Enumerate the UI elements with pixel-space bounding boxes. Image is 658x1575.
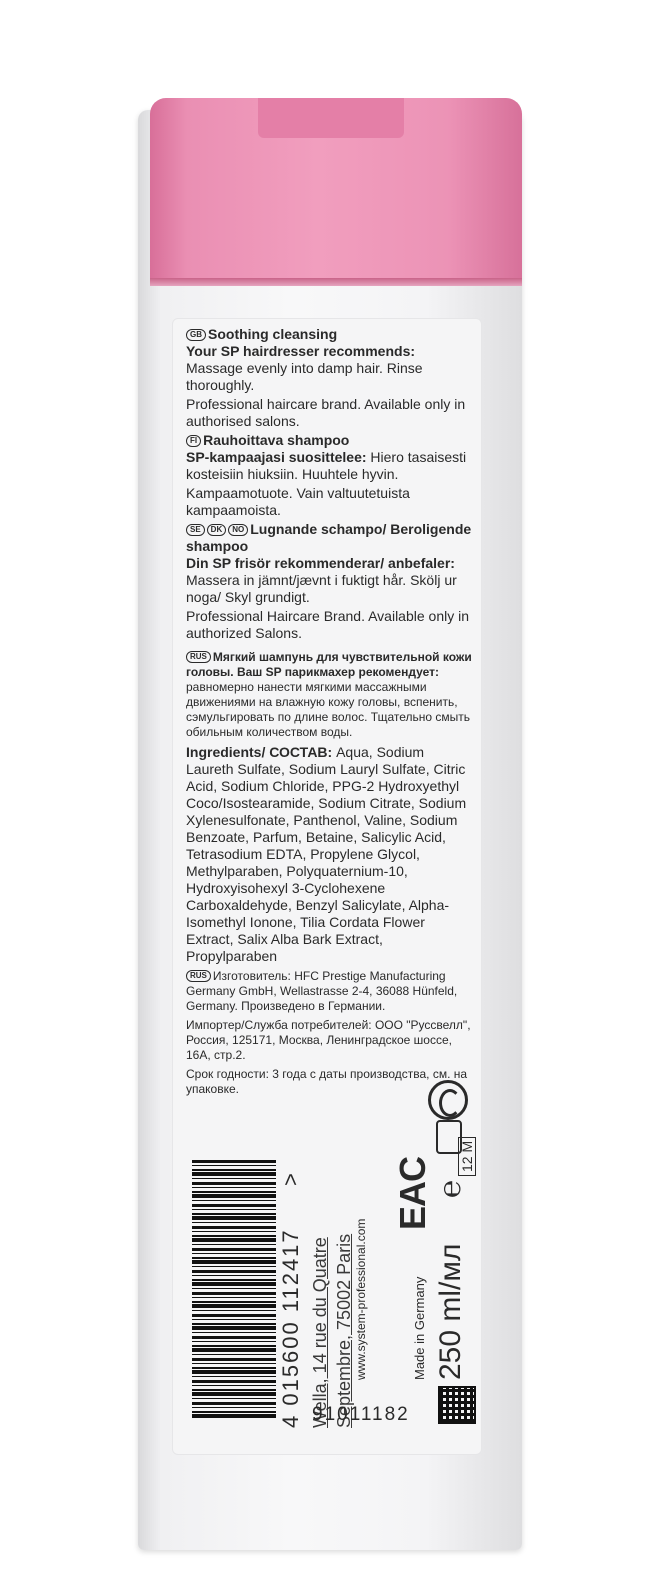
ru-body: равномерно нанести мягкими массажными движениями на влажную кожу головы, вспенить, сэмульгировать по длине волос. Тщательно смыть обильным количеством воды. — [186, 680, 471, 739]
fi-recommends: SP-kampaajasi suosittelee: — [186, 449, 367, 465]
label-text — [186, 326, 472, 1099]
section-ingredients — [186, 744, 472, 965]
cap-notch — [258, 98, 404, 138]
lang-code-dk: DK — [207, 524, 227, 536]
lang-code-fi: FI — [186, 435, 201, 447]
section-ru — [186, 650, 472, 740]
wella-address-line2: Septembre, 75002 Paris — [334, 1233, 354, 1428]
barcode-arrow: > — [278, 1173, 303, 1186]
eac-mark: EAC — [392, 1156, 433, 1230]
nordic-brand: Professional Haircare Brand. Available only in authorized Salons. — [186, 608, 470, 641]
lang-code-se: SE — [186, 524, 205, 536]
en-recommends: Your SP hairdresser recommends: — [186, 343, 416, 359]
shelf-life-text: Срок годности: 3 года с даты производства, см. на упаковке. — [186, 1067, 468, 1096]
lang-code-gb: GB — [186, 329, 206, 341]
lang-code-rus-2: RUS — [186, 970, 211, 982]
ru-title: Мягкий шампунь для чувствительной кожи головы. Ваш SP парикмахер рекомендует: — [186, 650, 472, 679]
section-fi — [186, 432, 472, 519]
fi-body: Hiero tasaisesti kosteisiin hiuksiin. Huuhtele hyvin. — [186, 449, 467, 482]
pao-label: 12 M — [458, 1137, 476, 1176]
barcode — [192, 1160, 276, 1418]
website: www.system-professional.com — [354, 1218, 368, 1380]
barcode-digits: 4 015600 112417 — [278, 1228, 303, 1428]
manufacturer-text: Изготовитель: HFC Prestige Manufacturing Germany GmbH, Wellastrasse 2-4, 36088 Hünfeld, Germany. Произведено в Германии. — [186, 969, 458, 1013]
fi-brand: Kampaamotuote. Vain valtuutetuista kampaamoista. — [186, 485, 410, 518]
volume: 250 ml/мл — [434, 1243, 467, 1380]
section-manufacturer — [186, 969, 472, 1097]
importer-text: Импортер/Служба потребителей: ООО "Руссвелл", Россия, 125171, Москва, Ленинградское шоссе, 16А, стр.2. — [186, 1018, 471, 1062]
e-mark: ℮ — [434, 1179, 467, 1198]
lang-code-rus: RUS — [186, 651, 211, 663]
en-brand: Professional haircare brand. Available only in authorised salons. — [186, 396, 466, 429]
fi-title: Rauhoittava shampoo — [203, 432, 350, 448]
lang-code-no: NO — [228, 524, 248, 536]
ingredients-heading: Ingredients/ СОСТАВ: — [186, 744, 333, 760]
ingredients-list: Aqua, Sodium Laureth Sulfate, Sodium Lauryl Sulfate, Citric Acid, Sodium Chloride, PPG-2 Hydroxyethyl Coco/Isostearamide, Sodium Citrate, Sodium Xylenesulfonate, Panthenol, Valine, Sodium Benzoate, Parfum, Betaine, Salicylic Acid, Tetrasodium EDTA, Propylene Glycol, Methylparaben, Polyquaternium-10, Hydroxyisohexyl 3-Cyclohexene Carboxaldehyde, Benzyl Salicylate, Alpha-Isomethyl Ionone, Tilia Cordata Flower Extract, Salix Alba Bark Extract, Propylparaben — [186, 744, 467, 964]
made-in: Made in Germany — [412, 1276, 427, 1380]
section-en — [186, 326, 472, 430]
cap-rim — [150, 278, 522, 286]
pao-jar-icon — [436, 1120, 462, 1154]
nordic-body: Massera in jämnt/jævnt i fuktigt hår. Skölj ur noga/ Skyl grundigt. — [186, 572, 457, 605]
nordic-recommends: Din SP frisör rekommenderar/ anbefaler: — [186, 555, 455, 571]
section-nordic — [186, 521, 472, 642]
lot-number: 91011182 — [312, 1404, 410, 1425]
en-title: Soothing cleansing — [208, 326, 338, 342]
en-body: Massage evenly into damp hair. Rinse thoroughly. — [186, 360, 423, 393]
wella-address-line1: Wella, 14 rue du Quatre — [310, 1237, 330, 1428]
datamatrix-code — [440, 1388, 474, 1422]
recycle-icon — [428, 1080, 468, 1120]
nordic-title: Lugnande schampo/ Beroligende shampoo — [186, 521, 472, 554]
